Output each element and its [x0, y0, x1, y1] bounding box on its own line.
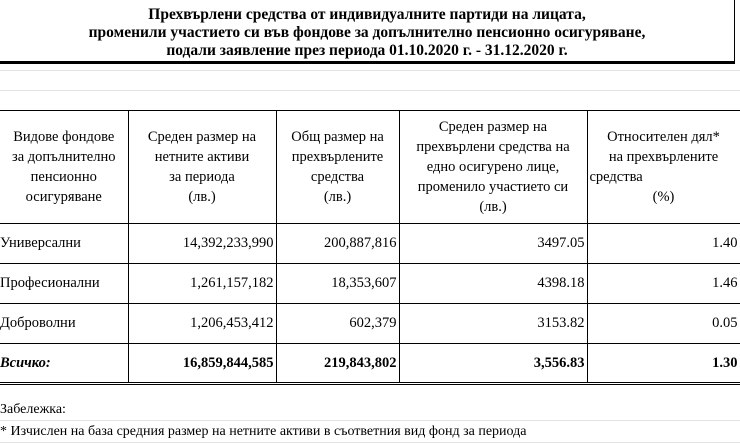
cell-avg-assets: 1,206,453,412 — [128, 304, 276, 344]
cell-avg-assets: 14,392,233,990 — [128, 224, 276, 264]
header-total-transferred: Общ размер на прехвърлените средства (лв.) — [276, 111, 399, 224]
sheet-gridlines — [0, 70, 740, 110]
header-relative-share: Относителен дял* на прехвърлените средства (%) — [587, 111, 740, 224]
total-share: 1.30 — [587, 344, 740, 384]
table-row-voluntary — [0, 304, 740, 344]
transfers-table — [0, 110, 740, 385]
title-line-2: променили участието си във фондове за допълнително пенсионно осигуряване, — [88, 24, 646, 41]
cell-avg-per-person: 3497.05 — [399, 224, 587, 264]
cell-share: 1.40 — [587, 224, 740, 264]
total-avg-per-person: 3,556.83 — [399, 344, 587, 384]
header-fund-type: Видове фондове за допълнително пенсионно осигуряване — [0, 111, 128, 224]
total-label: Всичко: — [0, 344, 128, 384]
total-avg-assets: 16,859,844,585 — [128, 344, 276, 384]
notes-label: Забележка: — [0, 399, 740, 421]
header-avg-net-assets: Среден размер на нетните активи за периода (лв.) — [128, 111, 276, 224]
cell-share: 1.46 — [587, 264, 740, 304]
footnote: * Изчислен на база средния размер на нетните активи в съответния вид фонд за периода — [0, 421, 740, 443]
cell-total-transferred: 18,353,607 — [276, 264, 399, 304]
table-row-professional — [0, 264, 740, 304]
report-title — [0, 0, 735, 64]
row-label: Универсални — [0, 224, 128, 264]
cell-total-transferred: 200,887,816 — [276, 224, 399, 264]
cell-avg-per-person: 4398.18 — [399, 264, 587, 304]
header-avg-per-person: Среден размер на прехвърлени средства на едно осигурено лице, променило участието си (лв.) — [399, 111, 587, 224]
table-row-total — [0, 344, 740, 384]
table-row-universal — [0, 224, 740, 264]
table-header-row — [0, 111, 740, 224]
cell-avg-assets: 1,261,157,182 — [128, 264, 276, 304]
total-transferred: 219,843,802 — [276, 344, 399, 384]
cell-avg-per-person: 3153.82 — [399, 304, 587, 344]
title-line-1: Прехвърлени средства от индивидуалните партиди на лицата, — [148, 6, 586, 23]
cell-total-transferred: 602,379 — [276, 304, 399, 344]
row-label: Професионални — [0, 264, 128, 304]
title-line-3: подали заявление през периода 01.10.2020 г. - 31.12.2020 г. — [166, 42, 568, 59]
cell-share: 0.05 — [587, 304, 740, 344]
notes-section — [0, 399, 740, 443]
row-label: Доброволни — [0, 304, 128, 344]
